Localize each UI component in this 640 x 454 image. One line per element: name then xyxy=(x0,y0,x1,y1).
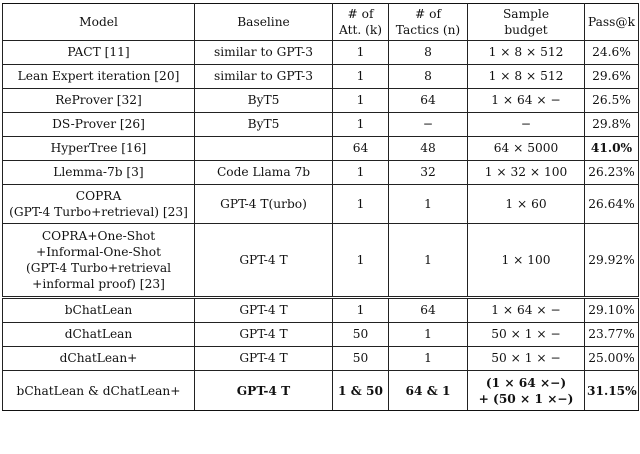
cell-tactics: 1 xyxy=(389,185,468,224)
header-baseline: Baseline xyxy=(195,4,333,41)
table-row xyxy=(3,347,639,371)
cell-attempts: 64 xyxy=(333,137,389,161)
cell-budget: 1 × 64 × − xyxy=(468,298,585,323)
cell-attempts: 1 xyxy=(333,224,389,298)
cell-attempts: 1 xyxy=(333,161,389,185)
table-row xyxy=(3,298,639,323)
cell-budget: 1 × 32 × 100 xyxy=(468,161,585,185)
cell-model: bChatLean & dChatLean+ xyxy=(3,371,195,411)
cell-pass: 23.77% xyxy=(585,323,639,347)
cell-pass: 29.92% xyxy=(585,224,639,298)
cell-tactics: 1 xyxy=(389,347,468,371)
cell-budget: (1 × 64 ×−) + (50 × 1 ×−) xyxy=(468,371,585,411)
cell-model: ReProver [32] xyxy=(3,89,195,113)
cell-tactics: 64 xyxy=(389,89,468,113)
cell-baseline: GPT-4 T xyxy=(195,298,333,323)
cell-tactics: 1 xyxy=(389,323,468,347)
cell-model: DS-Prover [26] xyxy=(3,113,195,137)
cell-tactics: 48 xyxy=(389,137,468,161)
cell-pass: 29.8% xyxy=(585,113,639,137)
cell-baseline: GPT-4 T xyxy=(195,224,333,298)
cell-budget: 50 × 1 × − xyxy=(468,323,585,347)
cell-tactics: 64 & 1 xyxy=(389,371,468,411)
table-row xyxy=(3,137,639,161)
cell-tactics: 8 xyxy=(389,41,468,65)
cell-budget: 1 × 100 xyxy=(468,224,585,298)
cell-attempts: 50 xyxy=(333,323,389,347)
cell-budget: 50 × 1 × − xyxy=(468,347,585,371)
cell-pass: 26.5% xyxy=(585,89,639,113)
table-row xyxy=(3,41,639,65)
header-row xyxy=(3,4,639,41)
table-row xyxy=(3,323,639,347)
cell-attempts: 1 & 50 xyxy=(333,371,389,411)
cell-model: Lean Expert iteration [20] xyxy=(3,65,195,89)
header-pass-at-k: Pass@k xyxy=(585,4,639,41)
cell-baseline: ByT5 xyxy=(195,113,333,137)
results-table xyxy=(2,3,639,411)
table-row xyxy=(3,65,639,89)
cell-model: dChatLean xyxy=(3,323,195,347)
table-row xyxy=(3,113,639,137)
cell-model: Llemma-7b [3] xyxy=(3,161,195,185)
cell-model: COPRA (GPT-4 Turbo+retrieval) [23] xyxy=(3,185,195,224)
table-row xyxy=(3,89,639,113)
cell-baseline: GPT-4 T(urbo) xyxy=(195,185,333,224)
cell-attempts: 1 xyxy=(333,113,389,137)
cell-model: COPRA+One-Shot +Informal-One-Shot (GPT-4 Turbo+retrieval +informal proof) [23] xyxy=(3,224,195,298)
cell-pass: 29.6% xyxy=(585,65,639,89)
cell-attempts: 1 xyxy=(333,185,389,224)
cell-pass: 26.64% xyxy=(585,185,639,224)
cell-attempts: 1 xyxy=(333,65,389,89)
cell-baseline: GPT-4 T xyxy=(195,371,333,411)
table-row xyxy=(3,224,639,298)
cell-pass: 26.23% xyxy=(585,161,639,185)
table-row-combined xyxy=(3,371,639,411)
cell-baseline: GPT-4 T xyxy=(195,347,333,371)
cell-tactics: 64 xyxy=(389,298,468,323)
cell-tactics: 32 xyxy=(389,161,468,185)
cell-baseline: similar to GPT-3 xyxy=(195,65,333,89)
header-tactics: # of Tactics (n) xyxy=(389,4,468,41)
cell-pass-best: 41.0% xyxy=(585,137,639,161)
cell-budget: 64 × 5000 xyxy=(468,137,585,161)
cell-pass: 24.6% xyxy=(585,41,639,65)
cell-tactics: 8 xyxy=(389,65,468,89)
header-attempts: # of Att. (k) xyxy=(333,4,389,41)
cell-attempts: 1 xyxy=(333,298,389,323)
header-model: Model xyxy=(3,4,195,41)
cell-budget: 1 × 60 xyxy=(468,185,585,224)
header-sample-budget: Sample budget xyxy=(468,4,585,41)
cell-baseline: GPT-4 T xyxy=(195,323,333,347)
cell-baseline: ByT5 xyxy=(195,89,333,113)
cell-model: dChatLean+ xyxy=(3,347,195,371)
table-row xyxy=(3,185,639,224)
cell-tactics: − xyxy=(389,113,468,137)
cell-model: bChatLean xyxy=(3,298,195,323)
cell-budget: 1 × 8 × 512 xyxy=(468,41,585,65)
cell-budget: 1 × 8 × 512 xyxy=(468,65,585,89)
cell-attempts: 1 xyxy=(333,89,389,113)
cell-tactics: 1 xyxy=(389,224,468,298)
table-row xyxy=(3,161,639,185)
cell-pass: 31.15% xyxy=(585,371,639,411)
cell-baseline: similar to GPT-3 xyxy=(195,41,333,65)
cell-baseline: Code Llama 7b xyxy=(195,161,333,185)
cell-model: HyperTree [16] xyxy=(3,137,195,161)
cell-attempts: 50 xyxy=(333,347,389,371)
cell-baseline xyxy=(195,137,333,161)
cell-attempts: 1 xyxy=(333,41,389,65)
cell-budget: − xyxy=(468,113,585,137)
cell-pass: 25.00% xyxy=(585,347,639,371)
cell-budget: 1 × 64 × − xyxy=(468,89,585,113)
cell-pass: 29.10% xyxy=(585,298,639,323)
cell-model: PACT [11] xyxy=(3,41,195,65)
